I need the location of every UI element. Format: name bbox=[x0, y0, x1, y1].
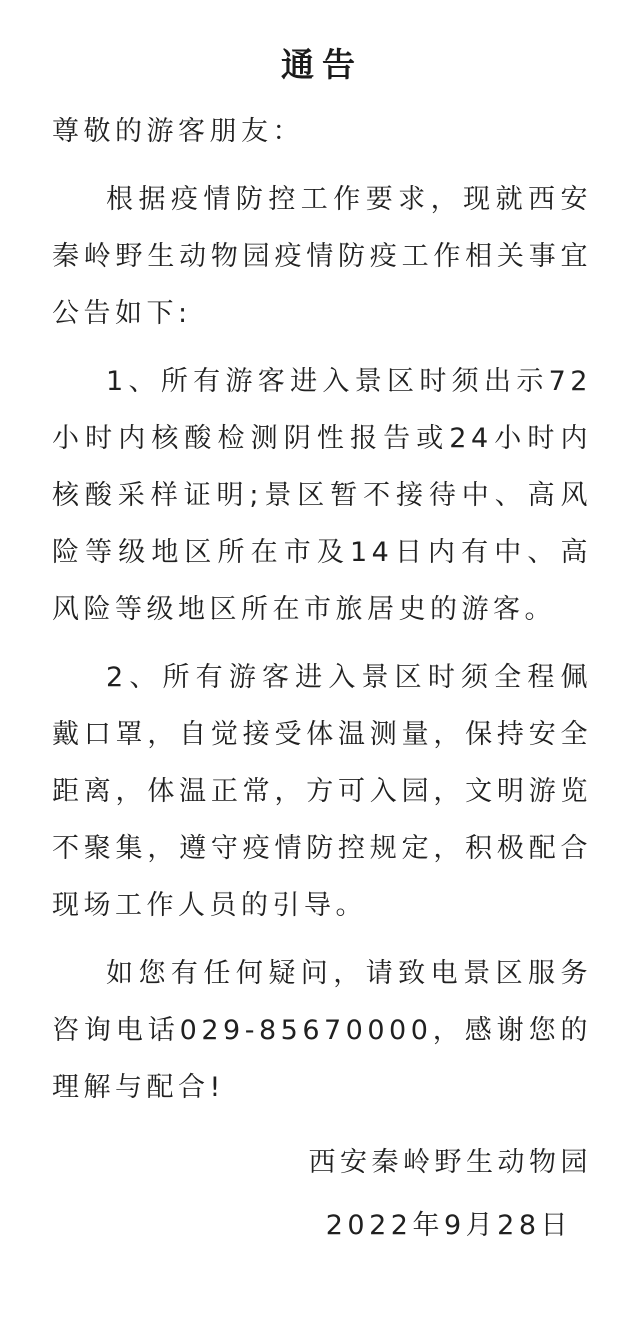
paragraph-contact: 如您有任何疑问，请致电景区服务咨询电话029-85670000，感谢您的理解与配合! bbox=[52, 958, 592, 1103]
notice-body bbox=[52, 103, 592, 1254]
paragraph-rule-2: 2、所有游客进入景区时须全程佩戴口罩，自觉接受体温测量，保持安全距离，体温正常，方可入园，文明游览不聚集，遵守疫情防控规定，积极配合现场工作人员的引导。 bbox=[52, 662, 592, 921]
signature-date: 2022年9月28日 bbox=[325, 1210, 572, 1241]
paragraph-intro: 根据疫情防控工作要求，现就西安秦岭野生动物园疫情防疫工作相关事宜公告如下: bbox=[52, 184, 592, 329]
salutation-line: 尊敬的游客朋友： bbox=[52, 116, 304, 147]
paragraph-rule-1: 1、所有游客进入景区时须出示72小时内核酸检测阴性报告或24小时内核酸采样证明;景区暂不接待中、高风险等级地区所在市及14日内有中、高风险等级地区所在市旅居史的游客。 bbox=[52, 366, 592, 625]
signature-name: 西安秦岭野生动物园 bbox=[308, 1147, 592, 1178]
notice-title: 通告 bbox=[281, 45, 363, 84]
signature-block bbox=[52, 1134, 592, 1254]
